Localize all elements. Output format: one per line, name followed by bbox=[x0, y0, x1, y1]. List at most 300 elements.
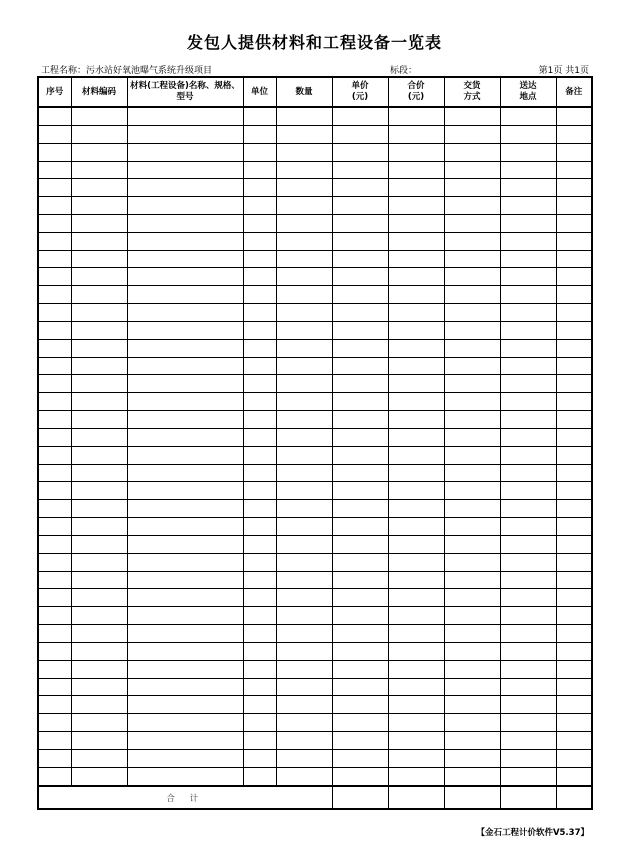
table-cell bbox=[444, 446, 500, 464]
table-row bbox=[38, 607, 592, 625]
table-cell bbox=[388, 535, 444, 553]
table-row bbox=[38, 197, 592, 215]
table-cell bbox=[243, 268, 276, 286]
table-cell bbox=[500, 500, 556, 518]
table-cell bbox=[388, 411, 444, 429]
table-cell bbox=[388, 482, 444, 500]
table-cell bbox=[332, 125, 388, 143]
table-cell bbox=[276, 589, 332, 607]
table-cell bbox=[243, 678, 276, 696]
table-cell bbox=[444, 411, 500, 429]
table-cell bbox=[71, 678, 127, 696]
table-cell bbox=[276, 286, 332, 304]
table-cell bbox=[388, 125, 444, 143]
table-cell bbox=[332, 321, 388, 339]
table-cell bbox=[127, 215, 243, 233]
table-cell bbox=[500, 375, 556, 393]
table-cell bbox=[556, 268, 592, 286]
table-row bbox=[38, 660, 592, 678]
table-cell bbox=[388, 625, 444, 643]
table-cell bbox=[71, 250, 127, 268]
table-cell bbox=[500, 446, 556, 464]
table-cell bbox=[500, 268, 556, 286]
materials-table bbox=[37, 76, 593, 810]
table-cell bbox=[38, 749, 71, 767]
table-cell bbox=[556, 518, 592, 536]
table-cell bbox=[556, 767, 592, 786]
table-cell bbox=[388, 197, 444, 215]
table-cell bbox=[127, 286, 243, 304]
table-cell bbox=[276, 215, 332, 233]
table-cell bbox=[332, 607, 388, 625]
table-cell bbox=[38, 500, 71, 518]
table-cell bbox=[444, 250, 500, 268]
table-cell bbox=[556, 107, 592, 125]
table-cell bbox=[243, 589, 276, 607]
table-cell bbox=[71, 535, 127, 553]
table-cell bbox=[556, 161, 592, 179]
table-cell bbox=[71, 179, 127, 197]
table-cell bbox=[127, 518, 243, 536]
table-cell bbox=[444, 482, 500, 500]
table-cell bbox=[332, 767, 388, 786]
table-cell bbox=[332, 696, 388, 714]
table-row bbox=[38, 411, 592, 429]
table-cell bbox=[500, 518, 556, 536]
table-cell bbox=[444, 607, 500, 625]
table-row bbox=[38, 107, 592, 125]
table-cell bbox=[38, 571, 71, 589]
table-cell bbox=[388, 642, 444, 660]
table-row bbox=[38, 678, 592, 696]
table-cell bbox=[38, 428, 71, 446]
table-cell bbox=[444, 678, 500, 696]
table-cell bbox=[127, 232, 243, 250]
table-cell bbox=[71, 589, 127, 607]
table-cell bbox=[127, 197, 243, 215]
table-cell bbox=[500, 286, 556, 304]
table-cell bbox=[556, 660, 592, 678]
table-cell bbox=[556, 428, 592, 446]
table-cell bbox=[332, 464, 388, 482]
table-cell bbox=[243, 197, 276, 215]
table-cell bbox=[127, 268, 243, 286]
col-header-index: 序号 bbox=[38, 77, 71, 107]
table-cell bbox=[388, 339, 444, 357]
page-number: 第1页 共1页 bbox=[538, 66, 589, 76]
table-cell bbox=[444, 125, 500, 143]
table-cell bbox=[276, 232, 332, 250]
table-cell bbox=[243, 107, 276, 125]
table-cell bbox=[276, 125, 332, 143]
table-cell bbox=[38, 393, 71, 411]
table-cell bbox=[332, 589, 388, 607]
table-row bbox=[38, 589, 592, 607]
table-cell bbox=[500, 143, 556, 161]
table-cell bbox=[444, 393, 500, 411]
table-cell bbox=[71, 732, 127, 750]
table-cell bbox=[556, 304, 592, 322]
table-cell bbox=[500, 642, 556, 660]
table-cell bbox=[556, 143, 592, 161]
table-cell bbox=[444, 179, 500, 197]
table-cell bbox=[556, 464, 592, 482]
table-cell bbox=[243, 286, 276, 304]
table-cell bbox=[71, 660, 127, 678]
table-cell bbox=[276, 553, 332, 571]
table-cell bbox=[71, 696, 127, 714]
table-cell bbox=[127, 625, 243, 643]
table-cell bbox=[444, 357, 500, 375]
total-row bbox=[38, 786, 592, 809]
table-cell bbox=[127, 179, 243, 197]
table-cell bbox=[556, 215, 592, 233]
table-cell bbox=[500, 732, 556, 750]
table-cell bbox=[500, 411, 556, 429]
table-row bbox=[38, 428, 592, 446]
table-cell bbox=[388, 749, 444, 767]
table-cell bbox=[71, 215, 127, 233]
table-cell bbox=[71, 161, 127, 179]
table-cell bbox=[276, 625, 332, 643]
table-row bbox=[38, 286, 592, 304]
table-row bbox=[38, 535, 592, 553]
total-cell bbox=[332, 786, 388, 809]
table-cell bbox=[71, 143, 127, 161]
table-row bbox=[38, 339, 592, 357]
table-cell bbox=[127, 446, 243, 464]
table-cell bbox=[388, 518, 444, 536]
table-cell bbox=[127, 571, 243, 589]
table-cell bbox=[444, 500, 500, 518]
table-cell bbox=[444, 197, 500, 215]
table-cell bbox=[243, 607, 276, 625]
table-cell bbox=[243, 500, 276, 518]
table-cell bbox=[556, 321, 592, 339]
table-cell bbox=[243, 393, 276, 411]
table-cell bbox=[276, 678, 332, 696]
table-cell bbox=[276, 518, 332, 536]
table-row bbox=[38, 482, 592, 500]
table-cell bbox=[71, 268, 127, 286]
table-cell bbox=[71, 411, 127, 429]
table-cell bbox=[332, 749, 388, 767]
col-header-delivery-method: 交货 方式 bbox=[444, 77, 500, 107]
table-cell bbox=[243, 482, 276, 500]
table-cell bbox=[243, 749, 276, 767]
table-cell bbox=[243, 535, 276, 553]
table-cell bbox=[388, 161, 444, 179]
table-cell bbox=[332, 304, 388, 322]
table-cell bbox=[388, 446, 444, 464]
table-cell bbox=[444, 107, 500, 125]
table-cell bbox=[71, 518, 127, 536]
total-label: 合 计 bbox=[38, 786, 332, 809]
table-cell bbox=[500, 304, 556, 322]
table-row bbox=[38, 571, 592, 589]
table-cell bbox=[388, 250, 444, 268]
table-cell bbox=[444, 660, 500, 678]
table-cell bbox=[243, 625, 276, 643]
total-cell bbox=[500, 786, 556, 809]
table-cell bbox=[388, 660, 444, 678]
table-cell bbox=[243, 232, 276, 250]
table-cell bbox=[38, 125, 71, 143]
table-cell bbox=[500, 589, 556, 607]
table-cell bbox=[556, 179, 592, 197]
table-cell bbox=[332, 375, 388, 393]
table-cell bbox=[332, 642, 388, 660]
table-cell bbox=[276, 179, 332, 197]
table-cell bbox=[243, 143, 276, 161]
table-cell bbox=[71, 607, 127, 625]
table-cell bbox=[71, 625, 127, 643]
table-cell bbox=[500, 428, 556, 446]
table-row bbox=[38, 732, 592, 750]
table-cell bbox=[71, 500, 127, 518]
table-row bbox=[38, 321, 592, 339]
table-cell bbox=[500, 714, 556, 732]
table-row bbox=[38, 500, 592, 518]
table-row bbox=[38, 357, 592, 375]
table-cell bbox=[388, 714, 444, 732]
col-header-remarks: 备注 bbox=[556, 77, 592, 107]
table-cell bbox=[500, 107, 556, 125]
table-cell bbox=[243, 714, 276, 732]
table-cell bbox=[332, 411, 388, 429]
table-cell bbox=[388, 732, 444, 750]
table-cell bbox=[243, 304, 276, 322]
table-cell bbox=[38, 518, 71, 536]
table-cell bbox=[500, 749, 556, 767]
table-cell bbox=[332, 143, 388, 161]
table-cell bbox=[71, 357, 127, 375]
table-cell bbox=[556, 339, 592, 357]
page-title: 发包人提供材料和工程设备一览表 bbox=[186, 33, 442, 52]
table-cell bbox=[500, 321, 556, 339]
project-name: 工程名称：污水站好氧池曝气系统升级项目 bbox=[41, 66, 213, 76]
table-cell bbox=[388, 428, 444, 446]
table-header-row bbox=[38, 77, 592, 107]
table-cell bbox=[388, 767, 444, 786]
table-cell bbox=[127, 250, 243, 268]
table-cell bbox=[444, 428, 500, 446]
table-cell bbox=[388, 107, 444, 125]
table-cell bbox=[243, 553, 276, 571]
table-cell bbox=[243, 660, 276, 678]
table-cell bbox=[388, 464, 444, 482]
table-cell bbox=[556, 482, 592, 500]
table-cell bbox=[500, 357, 556, 375]
table-cell bbox=[71, 393, 127, 411]
table-row bbox=[38, 143, 592, 161]
table-cell bbox=[332, 500, 388, 518]
table-cell bbox=[388, 179, 444, 197]
table-cell bbox=[500, 393, 556, 411]
table-cell bbox=[276, 411, 332, 429]
table-cell bbox=[332, 232, 388, 250]
table-cell bbox=[71, 339, 127, 357]
table-cell bbox=[127, 482, 243, 500]
table-cell bbox=[332, 393, 388, 411]
table-cell bbox=[276, 393, 332, 411]
table-row bbox=[38, 215, 592, 233]
table-cell bbox=[127, 732, 243, 750]
table-row bbox=[38, 393, 592, 411]
table-cell bbox=[276, 321, 332, 339]
table-cell bbox=[243, 339, 276, 357]
table-cell bbox=[276, 607, 332, 625]
table-cell bbox=[276, 357, 332, 375]
table-cell bbox=[276, 732, 332, 750]
table-cell bbox=[243, 696, 276, 714]
table-cell bbox=[332, 714, 388, 732]
table-row bbox=[38, 125, 592, 143]
table-cell bbox=[127, 660, 243, 678]
table-cell bbox=[444, 518, 500, 536]
table-cell bbox=[332, 518, 388, 536]
table-cell bbox=[38, 589, 71, 607]
table-cell bbox=[444, 321, 500, 339]
table-row bbox=[38, 161, 592, 179]
table-cell bbox=[556, 125, 592, 143]
table-cell bbox=[332, 268, 388, 286]
table-cell bbox=[38, 161, 71, 179]
table-cell bbox=[332, 625, 388, 643]
table-cell bbox=[556, 696, 592, 714]
col-header-code: 材料编码 bbox=[71, 77, 127, 107]
table-cell bbox=[500, 482, 556, 500]
table-cell bbox=[276, 339, 332, 357]
table-cell bbox=[38, 767, 71, 786]
table-cell bbox=[388, 393, 444, 411]
table-cell bbox=[332, 250, 388, 268]
table-cell bbox=[127, 143, 243, 161]
total-cell bbox=[556, 786, 592, 809]
table-cell bbox=[71, 553, 127, 571]
table-cell bbox=[127, 464, 243, 482]
table-cell bbox=[500, 161, 556, 179]
table-cell bbox=[556, 411, 592, 429]
col-header-quantity: 数量 bbox=[276, 77, 332, 107]
table-cell bbox=[71, 375, 127, 393]
table-cell bbox=[556, 446, 592, 464]
table-cell bbox=[444, 571, 500, 589]
table-cell bbox=[444, 767, 500, 786]
table-cell bbox=[127, 107, 243, 125]
table-cell bbox=[388, 678, 444, 696]
table-cell bbox=[276, 749, 332, 767]
table-cell bbox=[38, 286, 71, 304]
table-cell bbox=[444, 161, 500, 179]
table-cell bbox=[243, 321, 276, 339]
table-cell bbox=[388, 589, 444, 607]
table-cell bbox=[500, 215, 556, 233]
table-cell bbox=[276, 197, 332, 215]
table-cell bbox=[444, 268, 500, 286]
table-cell bbox=[127, 428, 243, 446]
table-cell bbox=[388, 696, 444, 714]
table-cell bbox=[276, 428, 332, 446]
table-cell bbox=[276, 642, 332, 660]
table-cell bbox=[38, 660, 71, 678]
col-header-total-price: 合价 (元) bbox=[388, 77, 444, 107]
table-cell bbox=[388, 232, 444, 250]
table-row bbox=[38, 696, 592, 714]
table-cell bbox=[127, 535, 243, 553]
table-cell bbox=[388, 268, 444, 286]
table-cell bbox=[127, 749, 243, 767]
table-cell bbox=[243, 767, 276, 786]
table-cell bbox=[556, 732, 592, 750]
table-cell bbox=[500, 678, 556, 696]
table-cell bbox=[38, 446, 71, 464]
table-cell bbox=[127, 714, 243, 732]
table-cell bbox=[332, 107, 388, 125]
table-cell bbox=[71, 232, 127, 250]
table-row bbox=[38, 464, 592, 482]
table-row bbox=[38, 749, 592, 767]
table-cell bbox=[71, 107, 127, 125]
table-cell bbox=[332, 446, 388, 464]
table-cell bbox=[500, 197, 556, 215]
table-cell bbox=[71, 125, 127, 143]
table-cell bbox=[556, 286, 592, 304]
table-cell bbox=[127, 339, 243, 357]
table-cell bbox=[276, 375, 332, 393]
table-cell bbox=[388, 375, 444, 393]
table-row bbox=[38, 553, 592, 571]
table-cell bbox=[388, 553, 444, 571]
table-cell bbox=[243, 428, 276, 446]
table-cell bbox=[388, 357, 444, 375]
table-cell bbox=[444, 304, 500, 322]
table-cell bbox=[71, 642, 127, 660]
table-cell bbox=[243, 571, 276, 589]
table-cell bbox=[500, 535, 556, 553]
table-cell bbox=[127, 393, 243, 411]
table-cell bbox=[500, 553, 556, 571]
table-cell bbox=[332, 357, 388, 375]
table-cell bbox=[444, 732, 500, 750]
table-cell bbox=[127, 642, 243, 660]
table-cell bbox=[500, 696, 556, 714]
table-cell bbox=[332, 553, 388, 571]
table-cell bbox=[38, 678, 71, 696]
table-cell bbox=[71, 428, 127, 446]
table-cell bbox=[332, 660, 388, 678]
table-cell bbox=[388, 143, 444, 161]
table-cell bbox=[332, 535, 388, 553]
table-cell bbox=[556, 625, 592, 643]
table-cell bbox=[444, 553, 500, 571]
table-cell bbox=[500, 607, 556, 625]
table-cell bbox=[500, 571, 556, 589]
table-cell bbox=[332, 339, 388, 357]
table-cell bbox=[332, 215, 388, 233]
table-cell bbox=[500, 660, 556, 678]
table-cell bbox=[276, 304, 332, 322]
table-cell bbox=[127, 607, 243, 625]
table-cell bbox=[444, 589, 500, 607]
table-cell bbox=[556, 642, 592, 660]
table-cell bbox=[332, 197, 388, 215]
table-cell bbox=[500, 767, 556, 786]
table-row bbox=[38, 625, 592, 643]
table-cell bbox=[243, 250, 276, 268]
table-cell bbox=[444, 286, 500, 304]
table-cell bbox=[556, 250, 592, 268]
